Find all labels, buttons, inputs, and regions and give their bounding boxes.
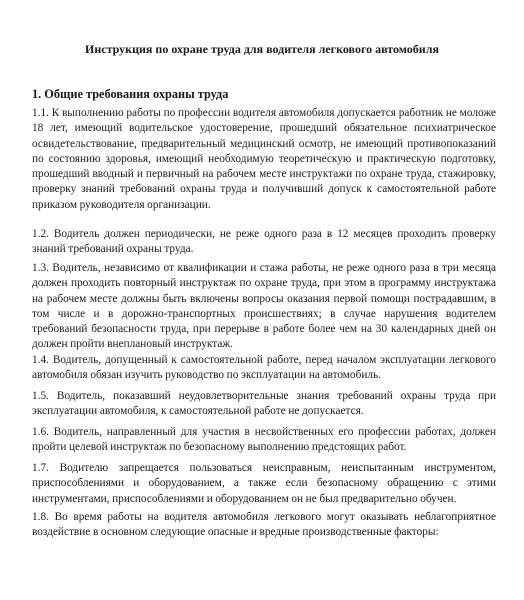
document-title: Инструкция по охране труда для водителя легкового автомобиля [85, 42, 439, 56]
paragraph-1-3: 1.3. Водитель, независимо от квалификации и стажа работы, не реже одного раза в три месяца должен проходить повторный инструктаж по охране труда, при этом в программу инструктажа на рабочем месте должны быть включены вопросы оказания первой помощи пострадавшим, в том числе и в дорожно-транспортных происшествиях; в случае нарушения водителем требований безопасности труда, при перерыве в работе более чем на 30 календарных дней он должен пройти внеплановый инструктаж. [32, 262, 496, 351]
paragraph-1-7: 1.7. Водителю запрещается пользоваться неисправным, неиспытанным инструментом, приспособлениями и оборудованием, а также если безопасному обращению с этими инструментами, приспособлениями и оборудованием он не был предварительно обучен. [32, 462, 496, 505]
paragraph-1-5: 1.5. Водитель, показавший неудовлетворительные знания требований охраны труда при эксплуатации автомобиля, к самостоятельной работе не допускается. [32, 390, 496, 418]
paragraph-1-4: 1.4. Водитель, допущенный к самостоятельной работе, перед началом эксплуатации легкового автомобиля обязан изучить руководство по эксплуатации на автомобиль. [32, 354, 496, 382]
paragraph-1-2: 1.2. Водитель должен периодически, не реже одного раза в 12 месяцев проходить проверку знаний требований охраны труда. [32, 228, 496, 256]
paragraph-1-6: 1.6. Водитель, направленный для участия в несвойственных его профессии работах, должен пройти целевой инструктаж по безопасному выполнению предстоящих работ. [32, 426, 496, 454]
paragraph-1-1: 1.1. К выполнению работы по профессии водителя автомобиля допускается работник не моложе 18 лет, имеющий водительское удостоверение, прошедший обязательное психиатрическое освидетельствование, предварительный медицинский осмотр, не имеющий противопоказаний по состоянию здоровья, имеющий необходимую теоретическую и практическую подготовку, прошедший вводный и первичный на рабочем месте инструктажи по охране труда, стажировку, проверку знаний требований охраны труда и получивший допуск к самостоятельной работе приказом руководителя организации. [32, 107, 496, 211]
paragraph-1-8: 1.8. Во время работы на водителя автомобиля легкового могут оказывать неблагоприятное воздействие в основном следующие опасные и вредные производственные факторы: [32, 511, 496, 539]
section-heading: 1. Общие требования охраны труда [32, 87, 229, 101]
